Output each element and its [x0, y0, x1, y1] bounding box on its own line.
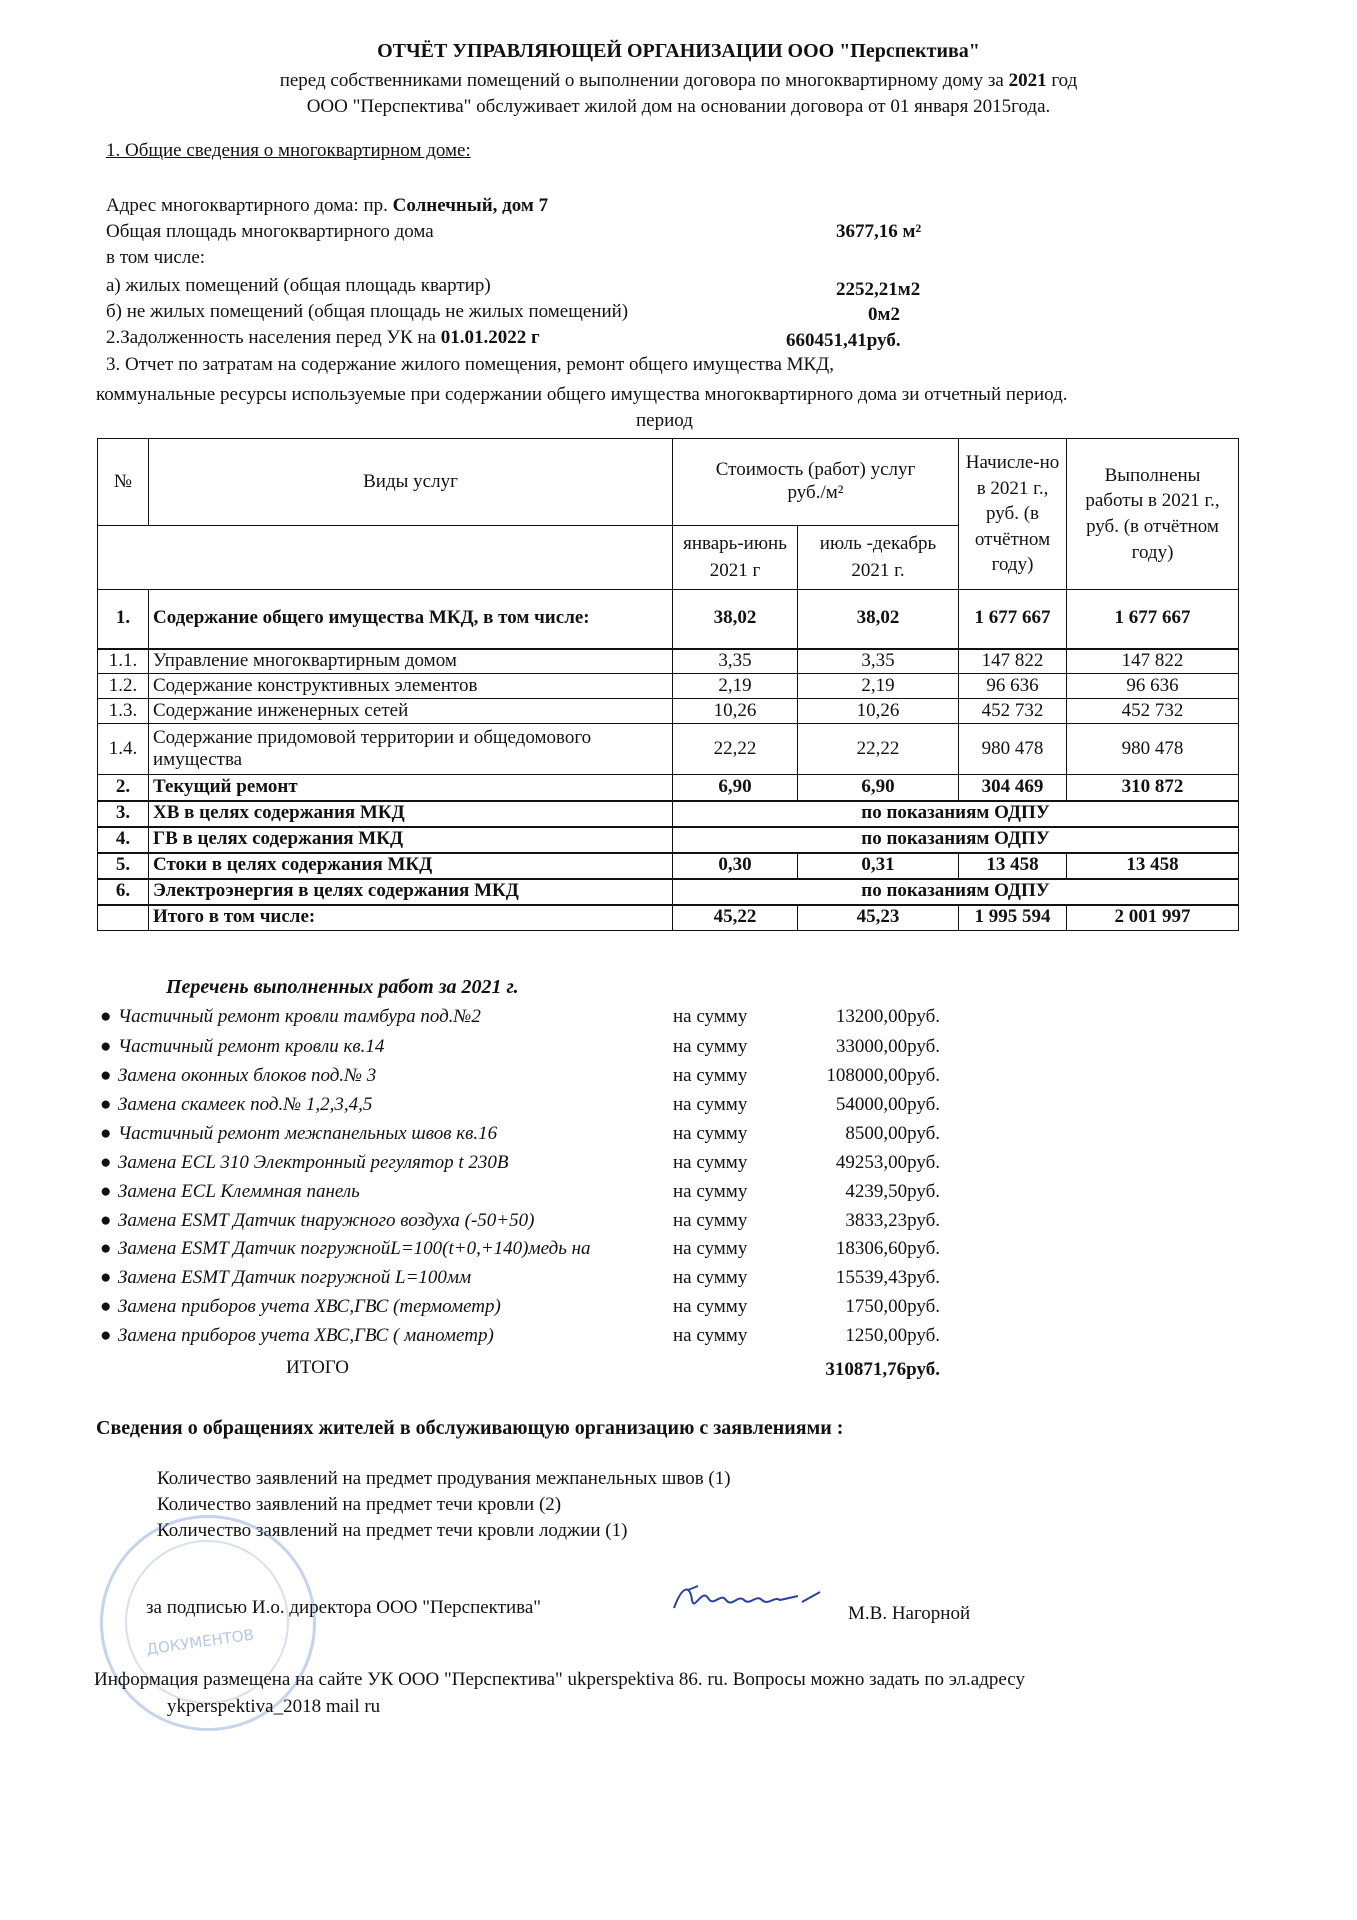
- header-jan-jun: январь-июнь 2021 г: [673, 526, 798, 590]
- work-item-amount: 15539,43руб.: [835, 1267, 940, 1288]
- header-accrued: Начисле-но в 2021 г., руб. (в отчётном году): [959, 439, 1067, 590]
- appeals-heading: Сведения о обращениях жителей в обслуживающую организацию с заявлениями :: [96, 1417, 844, 1439]
- header-year: 2021: [1008, 70, 1047, 91]
- header-jul-dec: июль -декабрь 2021 г.: [798, 526, 959, 590]
- report-line-2: коммунальные ресурсы используемые при содержании общего имущества многоквартирного дома зи отчетный период.: [96, 384, 1068, 405]
- bullet-icon: ●: [100, 1181, 112, 1202]
- header-subtitle-post: год: [1046, 70, 1078, 91]
- table-row: [98, 590, 1239, 649]
- header-done: Выполнены работы в 2021 г., руб. (в отчётном году): [1067, 439, 1239, 590]
- report-line-3: период: [636, 410, 693, 431]
- row-accrued: 96 636: [959, 674, 1067, 699]
- work-item-sum-label: на сумму: [673, 1238, 748, 1259]
- work-item: [100, 1094, 960, 1120]
- row-cost-jan: 38,02: [673, 590, 798, 649]
- address-line: [106, 195, 548, 217]
- appeal-item: Количество заявлений на предмет течи кровли (2): [157, 1494, 562, 1515]
- row-done: 96 636: [1067, 674, 1239, 699]
- row-cost-jan: 2,19: [673, 674, 798, 699]
- row-name: ГВ в целях содержания МКД: [149, 827, 673, 853]
- table-header-row: [98, 439, 1239, 526]
- row-name: Итого в том числе:: [149, 905, 673, 931]
- living-area-value: 2252,21м2: [836, 279, 921, 300]
- row-accrued: 13 458: [959, 853, 1067, 879]
- work-item-name: Частичный ремонт кровли кв.14: [118, 1036, 385, 1057]
- work-item-name: Замена ESMT Датчик tнаружного воздуха (-50+50): [118, 1210, 535, 1231]
- work-item-sum-label: на сумму: [673, 1267, 748, 1288]
- row-done: 2 001 997: [1067, 905, 1239, 931]
- work-item-amount: 33000,00руб.: [835, 1036, 940, 1057]
- row-accrued: 1 995 594: [959, 905, 1067, 931]
- work-item: [100, 1325, 960, 1351]
- row-num: 6.: [98, 879, 149, 905]
- bullet-icon: ●: [100, 1123, 112, 1144]
- work-item: [100, 1267, 960, 1293]
- table-row: [98, 827, 1239, 853]
- row-num: 1.2.: [98, 674, 149, 699]
- work-item-name: Замена ECL Клеммная панель: [118, 1181, 360, 1202]
- row-name: Содержание придомовой территории и общедомового имущества: [149, 724, 673, 775]
- work-item-amount: 1750,00руб.: [845, 1296, 940, 1317]
- debt-date: 01.01.2022 г: [440, 327, 540, 348]
- work-item: [100, 1006, 960, 1032]
- signature-scribble-icon: [668, 1578, 828, 1618]
- row-num: 1.3.: [98, 699, 149, 724]
- work-item: [100, 1296, 960, 1322]
- works-total-value: 310871,76руб.: [825, 1359, 940, 1380]
- header-subtitle: [0, 70, 1357, 92]
- work-item-sum-label: на сумму: [673, 1210, 748, 1231]
- work-item-amount: 54000,00руб.: [835, 1094, 940, 1115]
- work-item: [100, 1036, 960, 1062]
- table-row: [98, 801, 1239, 827]
- row-merged-value: по показаниям ОДПУ: [673, 801, 1239, 827]
- bullet-icon: ●: [100, 1296, 112, 1317]
- row-accrued: 147 822: [959, 649, 1067, 674]
- work-item-name: Замена оконных блоков под.№ 3: [118, 1065, 377, 1086]
- work-item: [100, 1210, 960, 1236]
- row-done: 452 732: [1067, 699, 1239, 724]
- row-accrued: 304 469: [959, 775, 1067, 801]
- row-accrued: 452 732: [959, 699, 1067, 724]
- row-cost-jan: 6,90: [673, 775, 798, 801]
- row-cost-jul: 10,26: [798, 699, 959, 724]
- footer-line-2: ykperspektiva_2018 mail ru: [167, 1696, 381, 1717]
- row-num: 4.: [98, 827, 149, 853]
- row-num: 2.: [98, 775, 149, 801]
- bullet-icon: ●: [100, 1210, 112, 1231]
- table-row: [98, 649, 1239, 674]
- work-item-amount: 13200,00руб.: [835, 1006, 940, 1027]
- row-accrued: 980 478: [959, 724, 1067, 775]
- row-num: 1.1.: [98, 649, 149, 674]
- work-item-name: Замена ESMT Датчик погружнойL=100(t+0,+140)медь на: [118, 1238, 591, 1259]
- work-item: [100, 1065, 960, 1091]
- work-item-sum-label: на сумму: [673, 1006, 748, 1027]
- row-done: 310 872: [1067, 775, 1239, 801]
- table-row: [98, 853, 1239, 879]
- address-value: Солнечный, дом 7: [392, 195, 549, 216]
- appeal-item: Количество заявлений на предмет продувания межпанельных швов (1): [157, 1468, 731, 1489]
- services-table: [97, 438, 1239, 931]
- row-cost-jan: 45,22: [673, 905, 798, 931]
- row-done: 1 677 667: [1067, 590, 1239, 649]
- bullet-icon: ●: [100, 1094, 112, 1115]
- work-item-amount: 3833,23руб.: [845, 1210, 940, 1231]
- including-label: в том числе:: [106, 247, 206, 268]
- work-item-name: Замена приборов учета ХВС,ГВС ( манометр): [118, 1325, 494, 1346]
- appeal-item: Количество заявлений на предмет течи кровли лоджии (1): [157, 1520, 628, 1541]
- work-item-amount: 108000,00руб.: [826, 1065, 940, 1086]
- work-item-sum-label: на сумму: [673, 1296, 748, 1317]
- nonliving-area-value: 0м2: [868, 304, 900, 325]
- row-num: 3.: [98, 801, 149, 827]
- living-area-label: а) жилых помещений (общая площадь квартир): [106, 275, 491, 296]
- table-row: [98, 699, 1239, 724]
- footer-line-1: Информация размещена на сайте УК ООО "Перспектива" ukperspektiva 86. ru. Вопросы можно задать по эл.адресу: [94, 1669, 1025, 1690]
- debt-line: [106, 327, 540, 349]
- work-item-name: Частичный ремонт кровли тамбура под.№2: [118, 1006, 481, 1027]
- table-row: [98, 879, 1239, 905]
- work-item-name: Замена скамеек под.№ 1,2,3,4,5: [118, 1094, 373, 1115]
- row-num: 1.4.: [98, 724, 149, 775]
- document-title: ОТЧЁТ УПРАВЛЯЮЩЕЙ ОРГАНИЗАЦИИ ООО "Перспектива": [377, 40, 980, 62]
- row-merged-value: по показаниям ОДПУ: [673, 879, 1239, 905]
- work-item-amount: 49253,00руб.: [835, 1152, 940, 1173]
- total-area-value: 3677,16 м²: [836, 221, 922, 242]
- row-cost-jul: 45,23: [798, 905, 959, 931]
- bullet-icon: ●: [100, 1036, 112, 1057]
- row-cost-jan: 10,26: [673, 699, 798, 724]
- work-item-sum-label: на сумму: [673, 1325, 748, 1346]
- work-item-sum-label: на сумму: [673, 1094, 748, 1115]
- header-subtitle-pre: перед собственниками помещений о выполнении договора по многоквартирному дому за: [279, 70, 1009, 91]
- header-cost: Стоимость (работ) услуг руб./м²: [673, 439, 959, 526]
- work-item-amount: 18306,60руб.: [835, 1238, 940, 1259]
- stamp-text: ДОКУМЕНТОВ: [145, 1625, 256, 1659]
- table-row: [98, 724, 1239, 775]
- bullet-icon: ●: [100, 1267, 112, 1288]
- work-item: [100, 1123, 960, 1149]
- row-merged-value: по показаниям ОДПУ: [673, 827, 1239, 853]
- table-row: [98, 674, 1239, 699]
- report-line-1: 3. Отчет по затратам на содержание жилого помещения, ремонт общего имущества МКД,: [106, 354, 834, 375]
- row-accrued: 1 677 667: [959, 590, 1067, 649]
- row-name: ХВ в целях содержания МКД: [149, 801, 673, 827]
- debt-value: 660451,41руб.: [786, 330, 901, 351]
- work-item: [100, 1238, 960, 1264]
- debt-label: 2.Задолженность населения перед УК на: [106, 327, 441, 348]
- row-cost-jul: 2,19: [798, 674, 959, 699]
- row-done: 980 478: [1067, 724, 1239, 775]
- work-item-amount: 4239,50руб.: [845, 1181, 940, 1202]
- work-item-name: Замена ECL 310 Электронный регулятор t 230В: [118, 1152, 509, 1173]
- row-name: Электроэнергия в целях содержания МКД: [149, 879, 673, 905]
- total-area-label: Общая площадь многоквартирного дома: [106, 221, 434, 242]
- work-item: [100, 1152, 960, 1178]
- header-num: №: [98, 439, 149, 526]
- row-name: Содержание инженерных сетей: [149, 699, 673, 724]
- row-name: Содержание общего имущества МКД, в том числе:: [149, 590, 673, 649]
- address-label: Адрес многоквартирного дома: пр.: [106, 195, 388, 216]
- row-cost-jan: 22,22: [673, 724, 798, 775]
- row-name: Стоки в целях содержания МКД: [149, 853, 673, 879]
- bullet-icon: ●: [100, 1238, 112, 1259]
- bullet-icon: ●: [100, 1152, 112, 1173]
- row-cost-jan: 3,35: [673, 649, 798, 674]
- table-row: [98, 775, 1239, 801]
- row-cost-jul: 22,22: [798, 724, 959, 775]
- bullet-icon: ●: [100, 1325, 112, 1346]
- work-item-sum-label: на сумму: [673, 1181, 748, 1202]
- work-item-amount: 8500,00руб.: [845, 1123, 940, 1144]
- row-done: 13 458: [1067, 853, 1239, 879]
- row-name: Содержание конструктивных элементов: [149, 674, 673, 699]
- row-cost-jul: 3,35: [798, 649, 959, 674]
- work-item: [100, 1181, 960, 1207]
- work-item-name: Частичный ремонт межпанельных швов кв.16: [118, 1123, 498, 1144]
- row-num: [98, 905, 149, 931]
- work-item-sum-label: на сумму: [673, 1065, 748, 1086]
- row-cost-jul: 6,90: [798, 775, 959, 801]
- header-empty-cell: [98, 526, 673, 590]
- row-cost-jul: 38,02: [798, 590, 959, 649]
- row-cost-jan: 0,30: [673, 853, 798, 879]
- signatory-name: М.В. Нагорной: [848, 1603, 971, 1624]
- works-heading: Перечень выполненных работ за 2021 г.: [166, 976, 519, 998]
- row-cost-jul: 0,31: [798, 853, 959, 879]
- work-item-amount: 1250,00руб.: [845, 1325, 940, 1346]
- works-total-label: ИТОГО: [286, 1357, 350, 1378]
- header-services: Виды услуг: [149, 439, 673, 526]
- nonliving-area-label: б) не жилых помещений (общая площадь не жилых помещений): [106, 301, 629, 322]
- row-name: Управление многоквартирным домом: [149, 649, 673, 674]
- work-item-sum-label: на сумму: [673, 1036, 748, 1057]
- work-item-sum-label: на сумму: [673, 1123, 748, 1144]
- row-done: 147 822: [1067, 649, 1239, 674]
- signature-label: за подписью И.о. директора ООО "Перспектива": [146, 1597, 542, 1618]
- work-item-sum-label: на сумму: [673, 1152, 748, 1173]
- bullet-icon: ●: [100, 1065, 112, 1086]
- table-row-total: [98, 905, 1239, 931]
- row-name: Текущий ремонт: [149, 775, 673, 801]
- row-num: 1.: [98, 590, 149, 649]
- header-contract-line: ООО "Перспектива" обслуживает жилой дом на основании договора от 01 января 2015года.: [306, 96, 1051, 117]
- section1-heading: 1. Общие сведения о многоквартирном доме:: [106, 140, 471, 161]
- bullet-icon: ●: [100, 1006, 112, 1027]
- work-item-name: Замена приборов учета ХВС,ГВС (термометр): [118, 1296, 501, 1317]
- row-num: 5.: [98, 853, 149, 879]
- work-item-name: Замена ESMT Датчик погружной L=100мм: [118, 1267, 472, 1288]
